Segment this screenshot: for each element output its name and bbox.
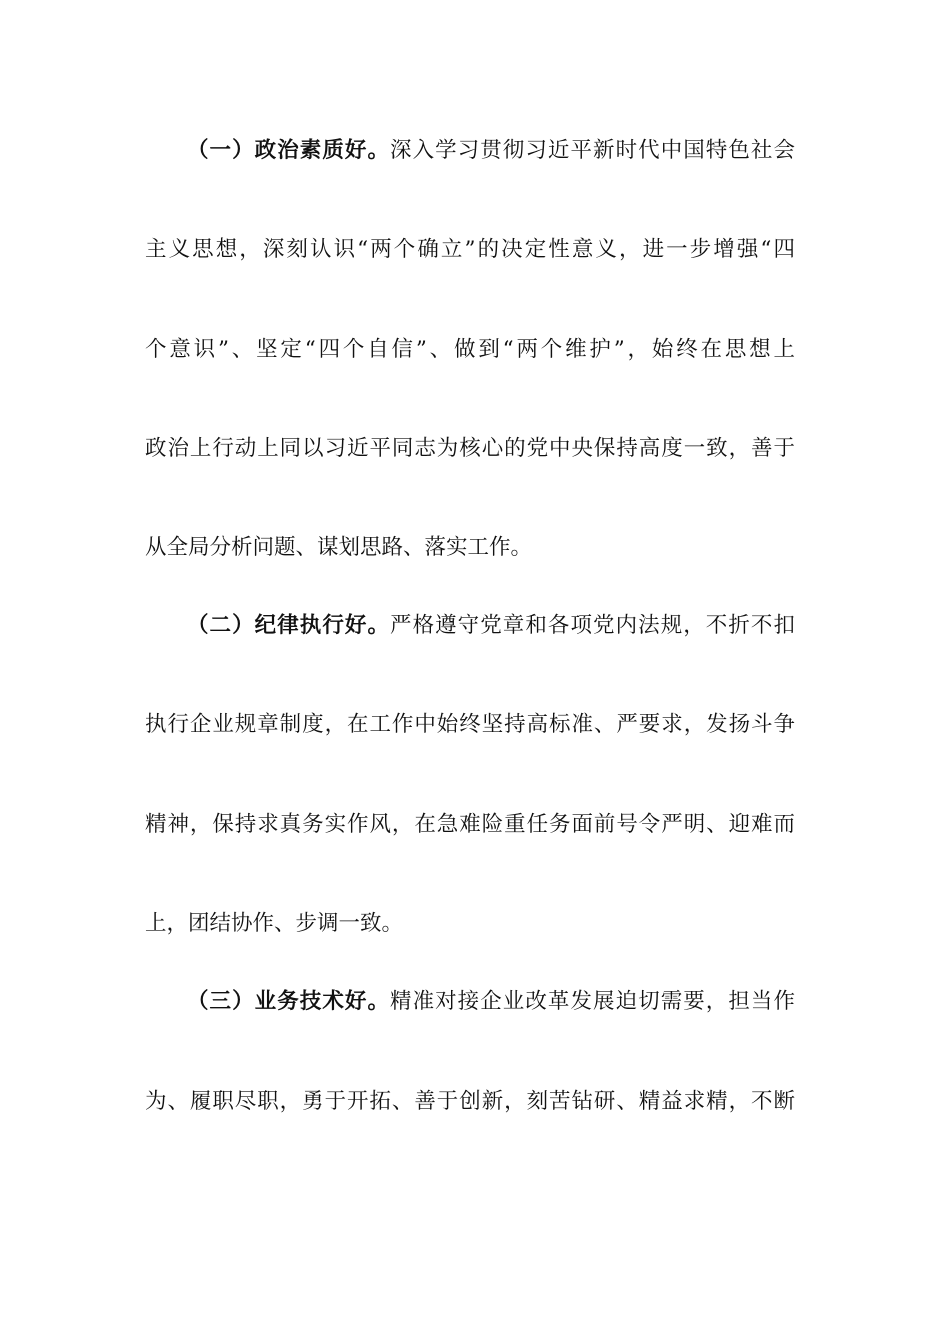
paragraph-1-line-4: 政治上行动上同以习近平同志为核心的党中央保持高度一致，善于 <box>145 436 795 461</box>
paragraph-1-text: 深入学习贯彻习近平新时代中国特色社会 <box>390 138 795 163</box>
paragraph-1-line-3: 个意识”、坚定“四个自信”、做到“两个维护”，始终在思想上 <box>145 337 795 362</box>
paragraph-1-line-5: 从全局分析问题、谋划思路、落实工作。 <box>145 535 533 560</box>
paragraph-1-line-2: 主义思想，深刻认识“两个确立”的决定性意义，进一步增强“四 <box>145 237 795 262</box>
paragraph-1-heading: （一）政治素质好。 <box>187 138 391 163</box>
paragraph-3-line-1 <box>187 982 795 1022</box>
paragraph-3-text: 精准对接企业改革发展迫切需要，担当作 <box>390 989 795 1014</box>
paragraph-2-line-3: 精神，保持求真务实作风，在急难险重任务面前号令严明、迎难而 <box>145 812 795 837</box>
paragraph-2-line-2: 执行企业规章制度，在工作中始终坚持高标准、严要求，发扬斗争 <box>145 712 795 737</box>
paragraph-3-heading: （三）业务技术好。 <box>187 989 391 1014</box>
paragraph-1-line-1 <box>187 131 795 171</box>
paragraph-3-line-2: 为、履职尽职，勇于开拓、善于创新，刻苦钻研、精益求精，不断 <box>145 1089 795 1114</box>
paragraph-2-line-1 <box>187 606 795 646</box>
paragraph-2-line-4: 上，团结协作、步调一致。 <box>145 911 404 936</box>
paragraph-2-text: 严格遵守党章和各项党内法规，不折不扣 <box>390 613 795 638</box>
paragraph-2-heading: （二）纪律执行好。 <box>187 613 391 638</box>
